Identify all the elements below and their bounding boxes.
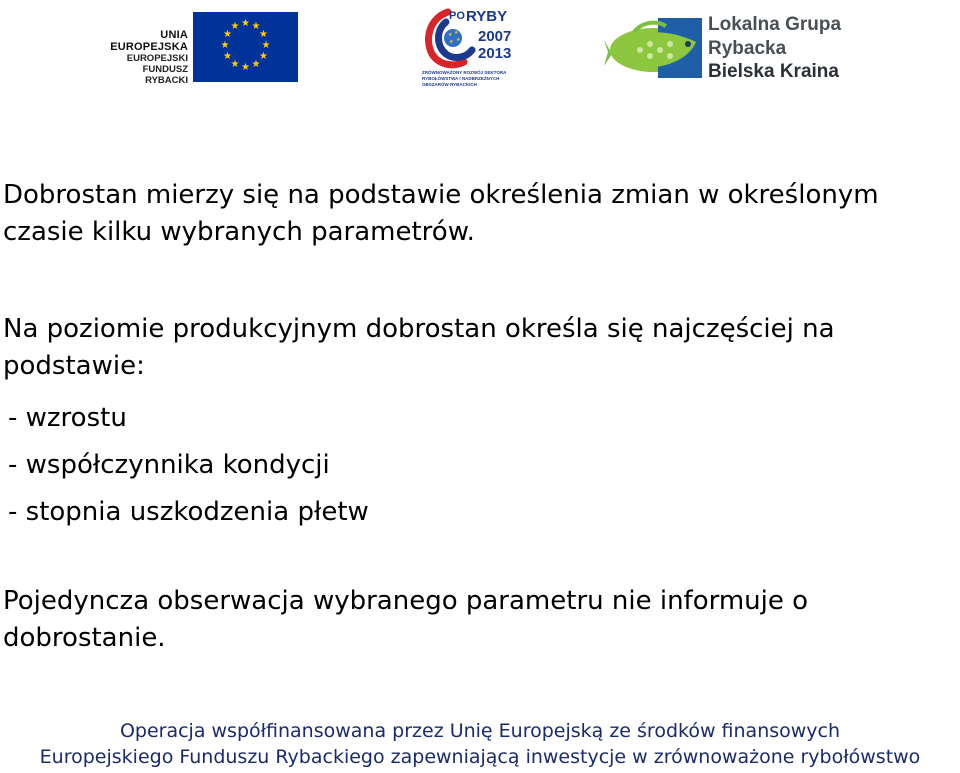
eu-logo-line1: UNIA EUROPEJSKA bbox=[110, 29, 188, 53]
svg-text:★: ★ bbox=[230, 59, 240, 70]
footer-note bbox=[0, 718, 960, 770]
lgr-logo bbox=[604, 10, 844, 82]
svg-text:★: ★ bbox=[454, 30, 459, 36]
eu-flag-icon bbox=[193, 12, 298, 82]
paragraph-conclusion: Pojedyncza obserwacja wybranego parametru nie informuje o dobrostanie. bbox=[3, 586, 809, 653]
list-item: - stopnia uszkodzenia płetw bbox=[8, 497, 369, 527]
svg-text:★: ★ bbox=[251, 59, 261, 70]
svg-text:★: ★ bbox=[241, 62, 250, 73]
svg-text:★: ★ bbox=[251, 21, 261, 32]
po-ryby-year-end: 2013 bbox=[478, 45, 512, 62]
po-ryby-subtitle: ZRÓWNOWAŻONY ROZWÓJ SEKTORA RYBOŁÓWSTWA I NADBRZEŻNYCH OBSZARÓW RYBACKICH bbox=[422, 70, 507, 87]
eu-logo bbox=[88, 12, 300, 86]
svg-text:★: ★ bbox=[259, 51, 268, 62]
svg-text:★: ★ bbox=[220, 40, 230, 51]
svg-text:★: ★ bbox=[223, 29, 232, 40]
svg-text:★: ★ bbox=[449, 39, 454, 45]
lgr-line3: Bielska Kraina bbox=[708, 61, 839, 82]
po-ryby-year-start: 2007 bbox=[478, 28, 512, 45]
svg-text:★: ★ bbox=[230, 21, 240, 32]
po-ryby-ryby: RYBY bbox=[466, 8, 508, 25]
svg-text:★: ★ bbox=[456, 37, 461, 43]
svg-text:★: ★ bbox=[261, 40, 271, 51]
svg-text:★: ★ bbox=[223, 51, 232, 62]
paragraph-intro: Dobrostan mierzy się na podstawie określenia zmian w określonym czasie kilku wybranych parametrów. bbox=[3, 180, 879, 247]
footer-line2: Europejskiego Funduszu Rybackiego zapewniającą inwestycje w zrównoważone rybołówstwo bbox=[39, 746, 921, 768]
lgr-line2: Rybacka bbox=[708, 38, 787, 59]
svg-text:★: ★ bbox=[259, 29, 268, 40]
lgr-line1: Lokalna Grupa bbox=[708, 14, 842, 35]
header-logos bbox=[0, 0, 960, 100]
paragraph-production: Na poziomie produkcyjnym dobrostan określa się najczęściej na podstawie: bbox=[3, 314, 835, 381]
parameter-list bbox=[8, 395, 908, 536]
eu-logo-text bbox=[88, 29, 188, 86]
eu-logo-line3: RYBACKI bbox=[145, 75, 188, 86]
footer-line1: Operacja współfinansowana przez Unię Europejską ze środków finansowych bbox=[119, 720, 841, 742]
svg-text:★: ★ bbox=[241, 18, 250, 29]
eu-logo-line2: EUROPEJSKI FUNDUSZ bbox=[126, 53, 188, 75]
fish-icon bbox=[604, 12, 704, 82]
svg-text:★: ★ bbox=[448, 32, 453, 38]
list-item: - współczynnika kondycji bbox=[8, 450, 330, 480]
po-ryby-po: PO bbox=[449, 10, 465, 22]
list-item: - wzrostu bbox=[8, 403, 127, 433]
po-ryby-logo bbox=[404, 0, 524, 96]
